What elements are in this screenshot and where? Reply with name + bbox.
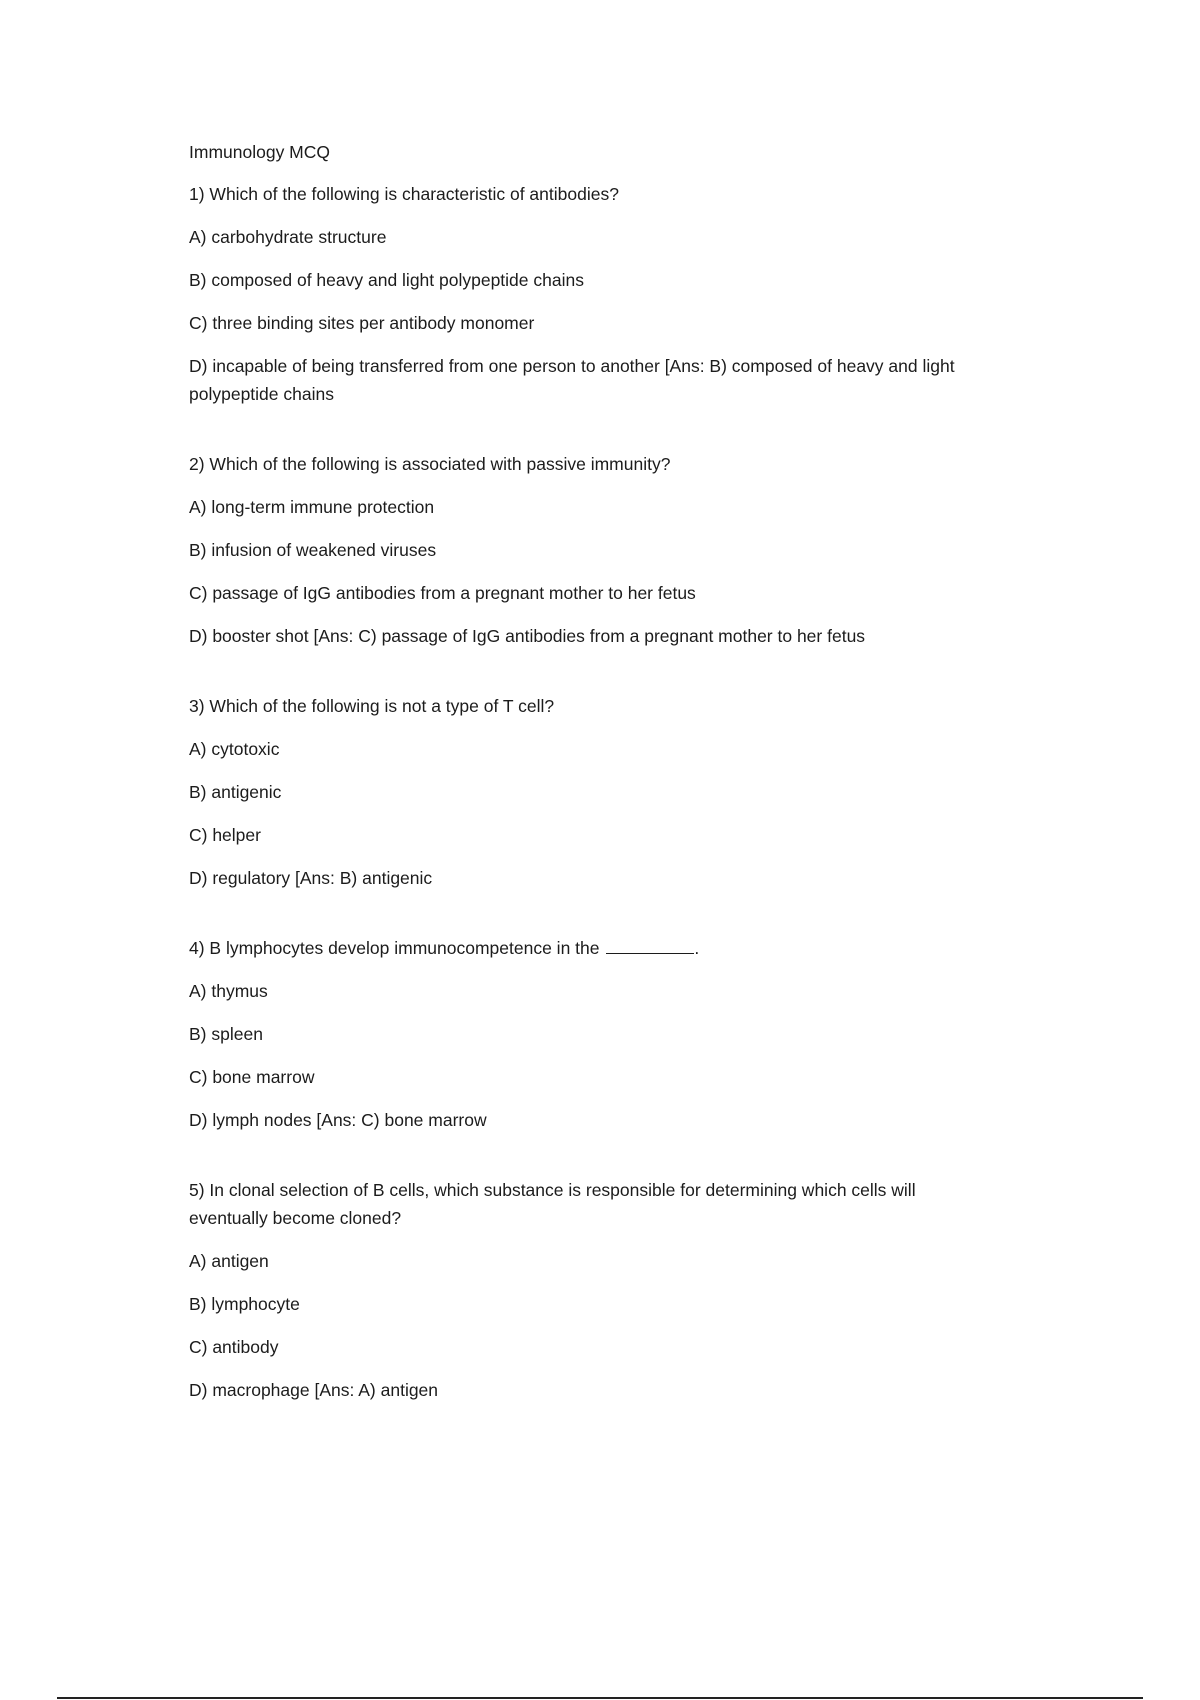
question-block-5 xyxy=(189,1176,1059,1404)
document-body xyxy=(189,138,1059,1419)
answer-option-a: A) thymus xyxy=(189,981,268,1001)
question-block-3 xyxy=(189,692,1059,892)
answer-option-b: B) infusion of weakened viruses xyxy=(189,540,437,560)
answer-option-b: B) composed of heavy and light polypeptide chains xyxy=(189,270,584,290)
fill-in-blank xyxy=(606,953,694,954)
question-block-2 xyxy=(189,450,1059,650)
question-text: 5) In clonal selection of B cells, which substance is responsible for determining which cells will eventually become cloned? xyxy=(189,1180,916,1228)
answer-option-c: C) three binding sites per antibody monomer xyxy=(189,313,535,333)
answer-option-d-with-answer-key: D) booster shot [Ans: C) passage of IgG antibodies from a pregnant mother to her fetus xyxy=(189,626,866,646)
answer-option-a: A) carbohydrate structure xyxy=(189,227,387,247)
question-text-prefix: 4) B lymphocytes develop immunocompetence in the xyxy=(189,938,600,958)
answer-option-a: A) antigen xyxy=(189,1251,269,1271)
answer-option-d-with-answer-key: D) lymph nodes [Ans: C) bone marrow xyxy=(189,1110,487,1130)
question-block-4 xyxy=(189,934,1059,1134)
question-block-1 xyxy=(189,180,1059,408)
answer-option-c: C) antibody xyxy=(189,1337,279,1357)
answer-option-a: A) long-term immune protection xyxy=(189,497,435,517)
question-text-suffix: . xyxy=(694,938,700,958)
question-text: 3) Which of the following is not a type of T cell? xyxy=(189,696,555,716)
answer-option-b: B) lymphocyte xyxy=(189,1294,300,1314)
answer-option-c: C) bone marrow xyxy=(189,1067,315,1087)
answer-option-a: A) cytotoxic xyxy=(189,739,280,759)
answer-option-d-with-answer-key: D) macrophage [Ans: A) antigen xyxy=(189,1380,439,1400)
answer-option-d-with-answer-key: D) regulatory [Ans: B) antigenic xyxy=(189,868,433,888)
answer-option-d-with-answer-key: D) incapable of being transferred from one person to another [Ans: B) composed of heavy and light polypeptide chains xyxy=(189,356,955,404)
question-text: 1) Which of the following is characteristic of antibodies? xyxy=(189,184,619,204)
answer-option-c: C) passage of IgG antibodies from a pregnant mother to her fetus xyxy=(189,583,696,603)
answer-option-b: B) spleen xyxy=(189,1024,263,1044)
question-text: 2) Which of the following is associated with passive immunity? xyxy=(189,454,671,474)
question-text xyxy=(189,934,1059,962)
answer-option-c: C) helper xyxy=(189,825,261,845)
document-title: Immunology MCQ xyxy=(189,142,331,162)
footer-divider xyxy=(57,1697,1143,1699)
answer-option-b: B) antigenic xyxy=(189,782,282,802)
